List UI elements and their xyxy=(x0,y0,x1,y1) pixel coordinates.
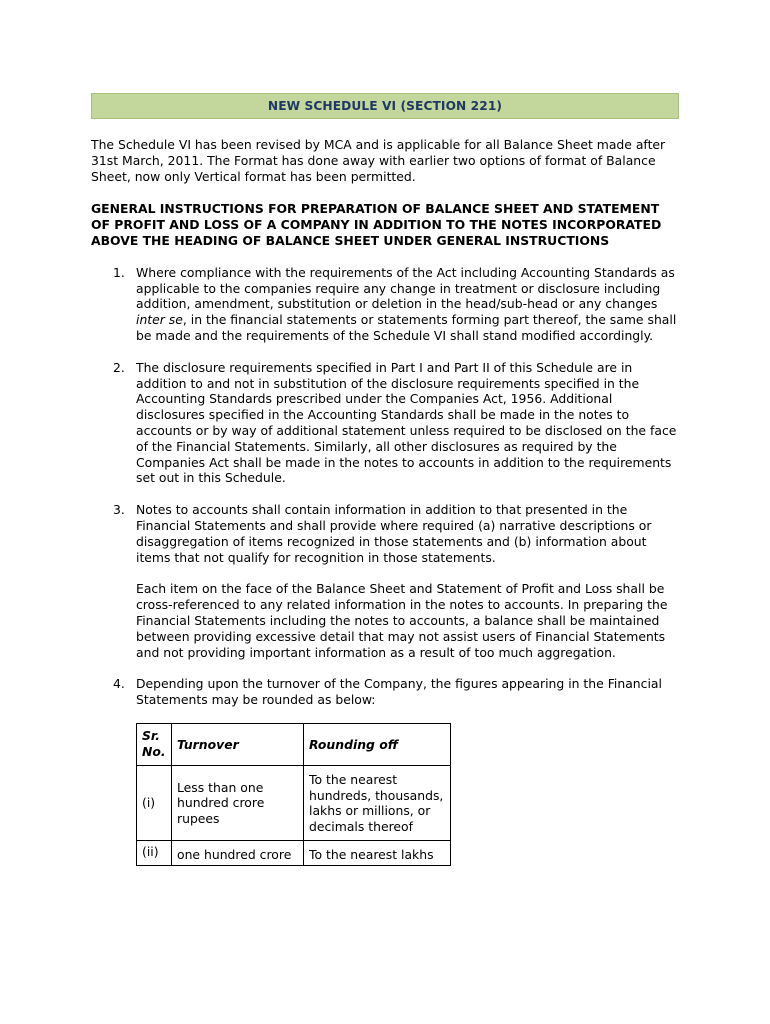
header-sr-no: Sr. No. xyxy=(137,723,172,765)
rounding-table xyxy=(136,723,451,866)
list-item xyxy=(91,265,679,344)
table-row xyxy=(137,766,451,841)
document-page xyxy=(91,93,679,866)
list-item xyxy=(91,502,679,660)
item-text: Notes to accounts shall contain information in addition to that presented in the Financial Statements and shall provide where required (a) narrative descriptions or disaggregation of items recognized in those statements and (b) information about items that not qualify for recognition in those statements. xyxy=(136,502,652,565)
section-title-bar xyxy=(91,93,679,119)
item-number: 1. xyxy=(113,264,125,280)
cell-rounding-off: To the nearest hundreds, thousands, lakhs or millions, or decimals thereof xyxy=(304,766,451,841)
list-item xyxy=(91,360,679,486)
list-item xyxy=(91,676,679,708)
instructions-list xyxy=(91,265,679,708)
table-row xyxy=(137,841,451,866)
item-sub-paragraph: Each item on the face of the Balance Sheet and Statement of Profit and Loss shall be cross-referenced to any related information in the notes to accounts. In preparing the Financial Statements including the notes to accounts, a balance shall be maintained between providing excessive detail that may not assist users of Financial Statements and not providing important information as a result of too much aggregation. xyxy=(136,581,668,660)
item-text: The disclosure requirements specified in Part I and Part II of this Schedule are in addition to and not in substitution of the disclosure requirements specified in the Accounting Standards prescribed under the Companies Act, 1956. Additional disclosures specified in the Accounting Standards shall be made in the notes to accounts or by way of additional statement unless required to be disclosed on the face of the Financial Statements. Similarly, all other disclosures as required by the Companies Act shall be made in the notes to accounts in addition to the requirements set out in this Schedule. xyxy=(136,359,677,486)
item-number: 4. xyxy=(113,676,125,692)
item-text-part: , in the financial statements or statements forming part thereof, the same shall be made and the requirements of the Schedule VI shall stand modified accordingly. xyxy=(136,312,677,343)
table-header-row xyxy=(137,723,451,765)
cell-sr-no: (i) xyxy=(137,766,172,841)
general-instructions-heading: GENERAL INSTRUCTIONS FOR PREPARATION OF BALANCE SHEET AND STATEMENT OF PROFIT AND LOSS OF A COMPANY IN ADDITION TO THE NOTES INCORPORATED ABOVE THE HEADING OF BALANCE SHEET UNDER GENERAL INSTRUCTIONS xyxy=(91,201,662,248)
item-number: 2. xyxy=(113,359,125,375)
section-title: NEW SCHEDULE VI (SECTION 221) xyxy=(267,99,503,113)
item-text-part: Where compliance with the requirements of the Act including Accounting Standards as applicable to the companies require any change in treatment or disclosure including addition, amendment, substitution or deletion in the head/sub-head or any changes xyxy=(136,264,675,312)
item-text: Depending upon the turnover of the Company, the figures appearing in the Financial Statements may be rounded as below: xyxy=(136,676,662,708)
item-number: 3. xyxy=(113,502,125,518)
cell-turnover: one hundred crore xyxy=(172,841,304,866)
item-text xyxy=(136,265,676,343)
cell-rounding-off: To the nearest lakhs xyxy=(304,841,451,866)
header-rounding-off: Rounding off xyxy=(304,723,451,765)
item-text-italic: inter se xyxy=(136,312,183,328)
cell-sr-no: (ii) xyxy=(137,841,172,866)
intro-paragraph: The Schedule VI has been revised by MCA and is applicable for all Balance Sheet made after 31st March, 2011. The Format has done away with earlier two options of format of Balance Sheet, now only Vertical format has been permitted. xyxy=(91,137,666,184)
cell-turnover: Less than one hundred crore rupees xyxy=(172,766,304,841)
header-turnover: Turnover xyxy=(172,723,304,765)
